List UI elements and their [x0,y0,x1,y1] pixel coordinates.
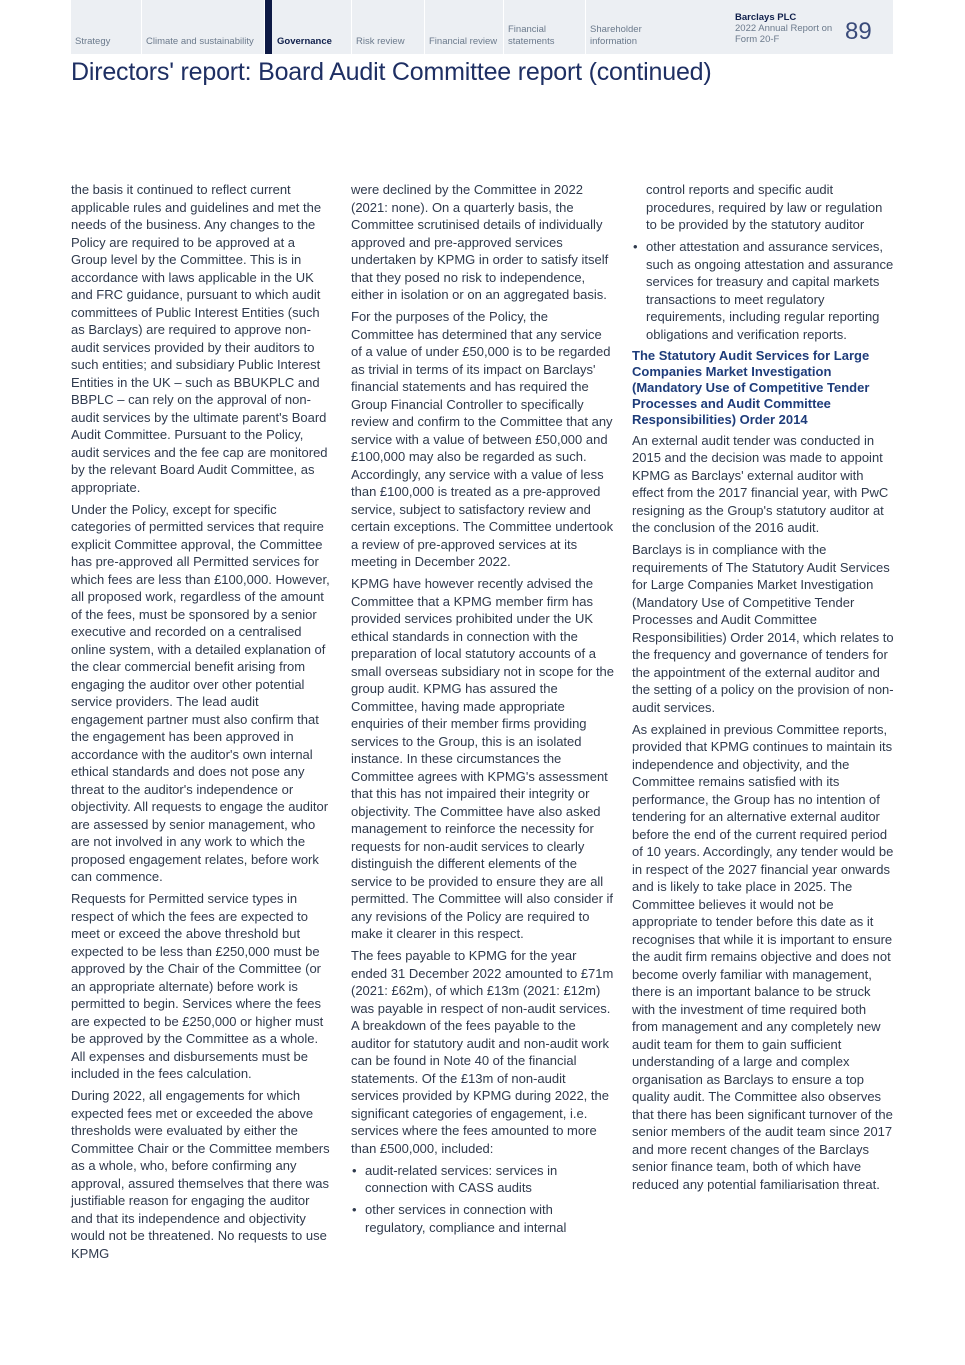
paragraph: An external audit tender was conducted in 2015 and the decision was made to appoint KPMG as Barclays' external auditor with effect from the 2017 financial year, with PwC resigning as the Group's statutory auditor at the conclusion of the 2016 audit. [632,432,889,535]
list-item-continuation: control reports and specific audit procedures, required by law or regulation to be provided by the statutory auditor [646,182,883,232]
paragraph: Requests for Permitted service types in respect of which the fees are expected to meet or exceed the above threshold but expected to be less than £250,000 must be approved by the Chair of the Committee (or an appropriate alternate) before work is permitted to begin. Services where the fees are expected to be £250,000 or higher must be approved by the Committee as a whole. All expenses and disbursements must be included in the fees calculation. [71,891,324,1081]
report-name: 2022 Annual Report on Form 20-F [735,23,833,45]
section-nav [71,0,893,54]
company-name: Barclays PLC [735,12,797,23]
nav-tab-climate[interactable]: Climate and sustainability [141,0,264,54]
text-column-1 [71,181,334,1267]
text-column-3 [632,181,895,1198]
paragraph: During 2022, all engagements for which expected fees met or exceeded the above thresholds were evaluated by either the Committee Chair or the Committee members as a whole, who, before confirming any approval, assured themselves that there was justifiable reason for engaging the auditor and that its independence and objectivity would not be threatened. No requests to use KPMG [71,1088,330,1261]
list-item: • other services in connection with regulatory, compliance and internal [351,1201,614,1236]
paragraph: were declined by the Committee in 2022 (2021: none). On a quarterly basis, the Committee scrutinised details of individually approved and pre-approved services undertaken by KPMG in order to satisfy itself that they posed no risk to independence, either in isolation or on an aggregated basis. [351,182,609,302]
page-number: 89 [845,18,872,45]
paragraph: As explained in previous Committee reports, provided that KPMG continues to maintain its independence and objectivity, and the Committee remains satisfied with its performance, the Group has no intention of tendering for an alternative external auditor before the end of the current required period of 10 years. Accordingly, any tender would be in respect of the 2027 financial year onwards and is likely to take place in 2025. The Committee believes it would not be appropriate to tender before this date as it recognises that while it is important to ensure the audit firm remains objective and does not become overly familiar with management, there is an important balance to be struck with the investment of time required both from management and any completely new audit team for them to gain sufficient understanding of a large and complex organisation as Barclays to ensure a top quality audit. The Committee also observes that there has been significant turnover of the senior members of the audit team since 2017 and more recent changes of the Barclays senior finance team, both of which have reduced any potential familiarisation threat. [632,721,894,1192]
bullet-list [632,238,895,343]
nav-tab-strategy[interactable]: Strategy [75,36,111,47]
paragraph: For the purposes of the Policy, the Committee has determined that any service of a value of under £50,000 is to be regarded as trivial in terms of its impact on Barclays' financial statements and has required the Group Financial Controller to specifically review and confirm to the Committee that any service with a value of between £50,000 and £100,000 may also be regarded as such. Accordingly, any service with a value of less than £100,000 is treated as a pre-approved service, subject to satisfactory review and certain exceptions. The Committee undertook a review of pre-approved services at its meeting in December 2022. [351,309,614,569]
page-title: Directors' report: Board Audit Committee report (continued) [71,58,712,86]
nav-tab-financial-review[interactable]: Financial review [424,0,503,54]
section-heading: The Statutory Audit Services for Large Companies Market Investigation (Mandatory Use of Competitive Tender Processes and Audit Committee Responsibilities) Order 2014 [632,347,870,427]
list-item: • other attestation and assurance services, such as ongoing attestation and assurance services for treasury and capital markets transactions to meet regulatory requirements, including regular reporting obligations and verification reports. [632,238,895,343]
paragraph: the basis it continued to reflect current applicable rules and guidelines and met the needs of the business. Any changes to the Policy are required to be approved at a Group level by the Committee. This is in accordance with laws applicable in the UK and FRC guidance, pursuant to which audit committees of Public Interest Entities (such as Barclays) are required to approve non-audit services provided by their auditors to such entities; and subsidiary Public Interest Entities in the UK – such as BBUKPLC and BBPLC – can rely on the approval of non-audit services by the ultimate parent's Board Audit Committee. Pursuant to the Policy, audit services and the fee cap are monitored by the relevant Board Audit Committee, as appropriate. [71,182,328,495]
nav-tab-governance[interactable]: Governance [264,0,351,54]
paragraph: The fees payable to KPMG for the year ended 31 December 2022 amounted to £71m (2021: £62m), of which £13m (2021: £12m) was payable in respect of non-audit services. A breakdown of the fees payable to the auditor for statutory audit and non-audit work can be found in Note 40 of the financial statements. Of the £13m of non-audit services provided by KPMG during 2022, the significant categories of engagement, i.e. services where the fees amounted to more than £500,000, included: [351,948,614,1156]
report-info [735,0,845,54]
paragraph: Barclays is in compliance with the requirements of The Statutory Audit Services for Large Companies Market Investigation (Mandatory Use of Competitive Tender Processes and Audit Committee Responsibilities) Order 2014, which relates to the frequency and governance of tenders for the appointment of the external auditor and the setting of a policy on the provision of non-audit services. [632,542,894,715]
text-column-2 [351,181,614,1241]
bullet-list [351,1162,614,1237]
nav-tab-risk-review[interactable]: Risk review [351,0,424,54]
paragraph: Under the Policy, except for specific categories of permitted services that require explicit Committee approval, the Committee has pre-approved all Permitted services for which fees are less than £100,000. However, all proposed work, regardless of the amount of the fees, must be sponsored by a senior executive and recorded on a centralised online system, with a detailed explanation of the clear commercial benefit arising from engaging the auditor over other potential service providers. The lead audit engagement partner must also confirm that the engagement has been approved in accordance with the auditor's own internal ethical standards and does not pose any threat to the auditor's independence or objectivity. All requests to engage the auditor are assessed by senior management, who are not involved in any work to which the proposed engagement relates, before work can commence. [71,501,330,884]
paragraph: KPMG have however recently advised the Committee that a KPMG member firm has provided services prohibited under the UK ethical standards in connection with the preparation of local statutory accounts of a small overseas subsidiary not in scope for the group audit. KPMG has assured the Committee, having made appropriate enquiries of their member firms providing services to the Group, this is an isolated instance. In these circumstances the Committee agrees with KPMG's assessment that this has not impaired their integrity or objectivity. The Committee have also asked management to reinforce the necessity for requests for non-audit services to clearly distinguish the different elements of the service to be provided to ensure they are all permitted. The Committee will also consider if any revisions of the Policy are required to make it clearer in this respect. [351,576,615,941]
nav-spacer [661,0,735,54]
list-item: • audit-related services: services in connection with CASS audits [351,1162,614,1197]
nav-tab-shareholder-info[interactable]: Shareholder information [585,0,661,54]
nav-tab-financial-statements[interactable]: Financial statements [503,0,585,54]
